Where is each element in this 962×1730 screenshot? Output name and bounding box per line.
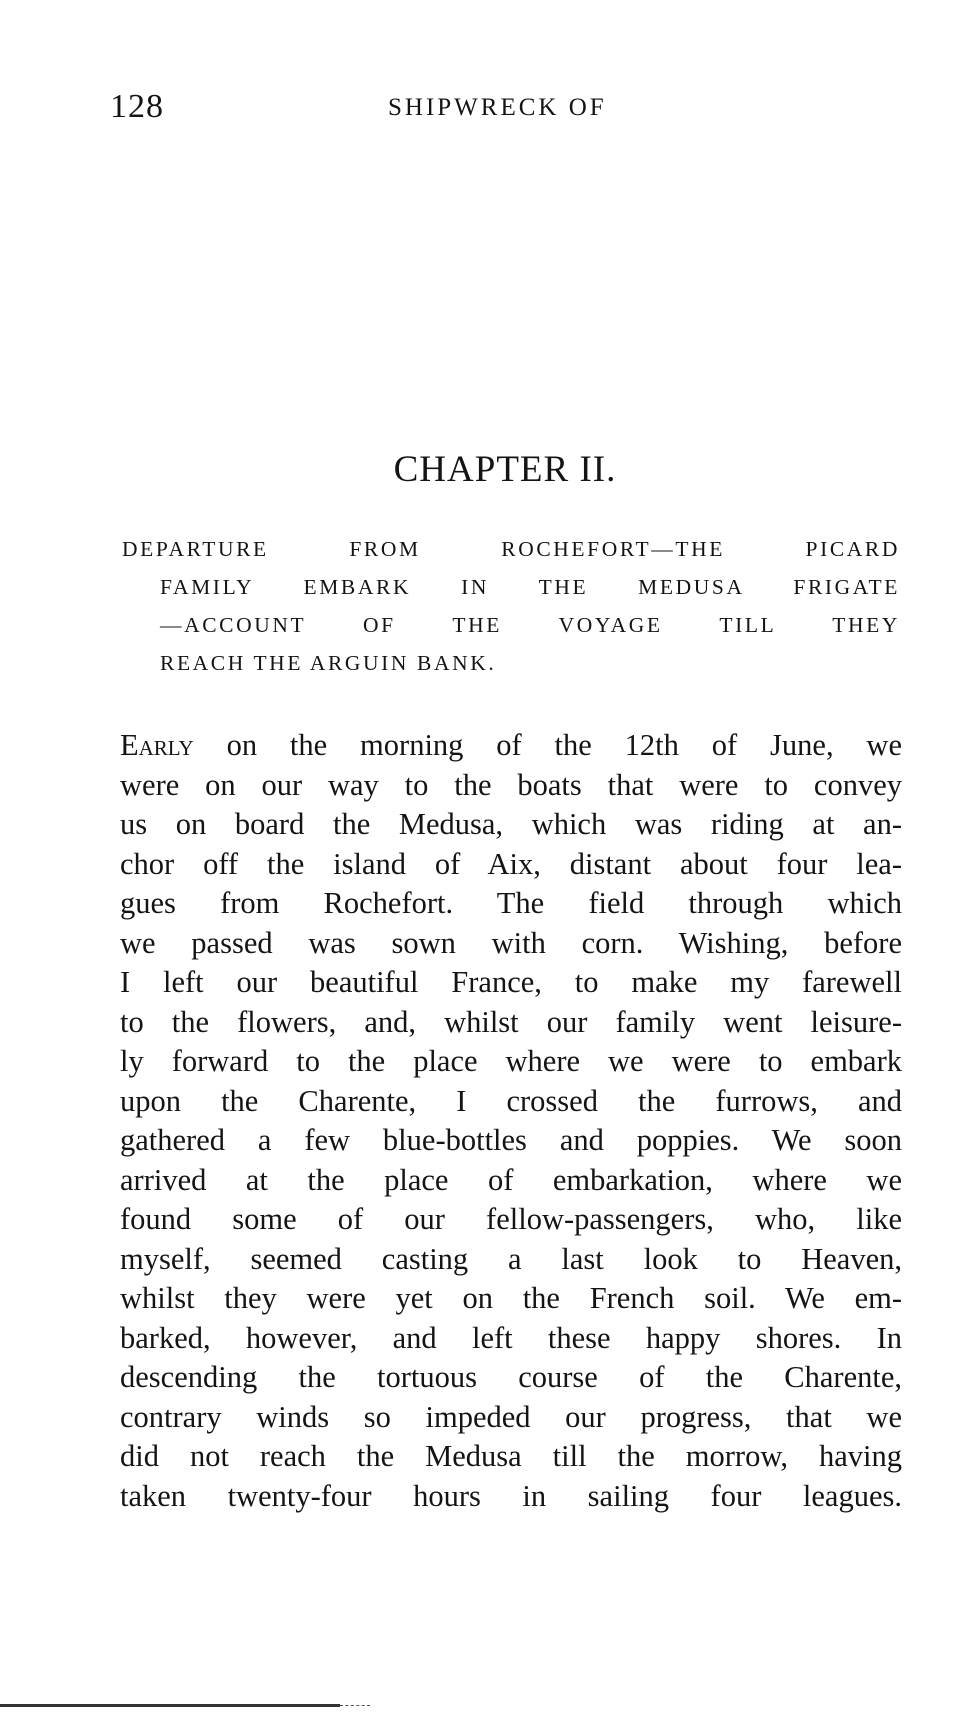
- body-line: barked, however, and left these happy shores. In: [120, 1320, 902, 1355]
- chapter-summary: [122, 530, 900, 682]
- body-line: gues from Rochefort. The field through which: [120, 886, 902, 920]
- body-line: myself, seemed casting a last look to Heaven,: [120, 1241, 902, 1276]
- page-number: 128: [110, 88, 164, 125]
- scan-edge-rule: [0, 1704, 340, 1707]
- drop-word: Early: [120, 728, 194, 762]
- running-title: SHIPWRECK OF: [388, 94, 607, 121]
- summary-line: FAMILY EMBARK IN THE MEDUSA FRIGATE: [160, 575, 900, 599]
- body-line: to the flowers, and, whilst our family went leisure-: [120, 1004, 902, 1039]
- body-line: descending the tortuous course of the Charente,: [120, 1360, 902, 1394]
- body-line: I left our beautiful France, to make my farewell: [120, 965, 902, 999]
- body-line: contrary winds so impeded our progress, that we: [120, 1399, 902, 1434]
- summary-line: —ACCOUNT OF THE VOYAGE TILL THEY: [160, 613, 900, 637]
- summary-line: DEPARTURE FROM ROCHEFORT—THE PICARD: [122, 537, 900, 561]
- body-line: taken twenty-four hours in sailing four leagues.: [120, 1478, 902, 1513]
- body-line: whilst they were yet on the French soil. We em-: [120, 1281, 902, 1315]
- body-line: found some of our fellow-passengers, who, like: [120, 1202, 902, 1236]
- body-line: ly forward to the place where we were to embark: [120, 1044, 902, 1078]
- body-line: upon the Charente, I crossed the furrows, and: [120, 1083, 902, 1118]
- body-line: us on board the Medusa, which was riding at an-: [120, 807, 902, 841]
- body-line: gathered a few blue-bottles and poppies. We soon: [120, 1123, 902, 1157]
- chapter-heading: CHAPTER II.: [393, 449, 617, 490]
- body-line: arrived at the place of embarkation, where we: [120, 1162, 902, 1197]
- summary-line: REACH THE ARGUIN BANK.: [160, 651, 497, 675]
- body-line: chor off the island of Aix, distant about four lea-: [120, 846, 902, 881]
- body-line-first: [120, 726, 902, 766]
- body-line: we passed was sown with corn. Wishing, before: [120, 925, 902, 960]
- body-line: did not reach the Medusa till the morrow, having: [120, 1439, 902, 1473]
- body-text: [120, 726, 902, 1516]
- body-line: were on our way to the boats that were to convey: [120, 767, 902, 802]
- first-line-rest: on the morning of the 12th of June, we: [193, 728, 902, 762]
- scan-edge-rule-thin: [340, 1705, 370, 1706]
- running-head: [110, 88, 870, 128]
